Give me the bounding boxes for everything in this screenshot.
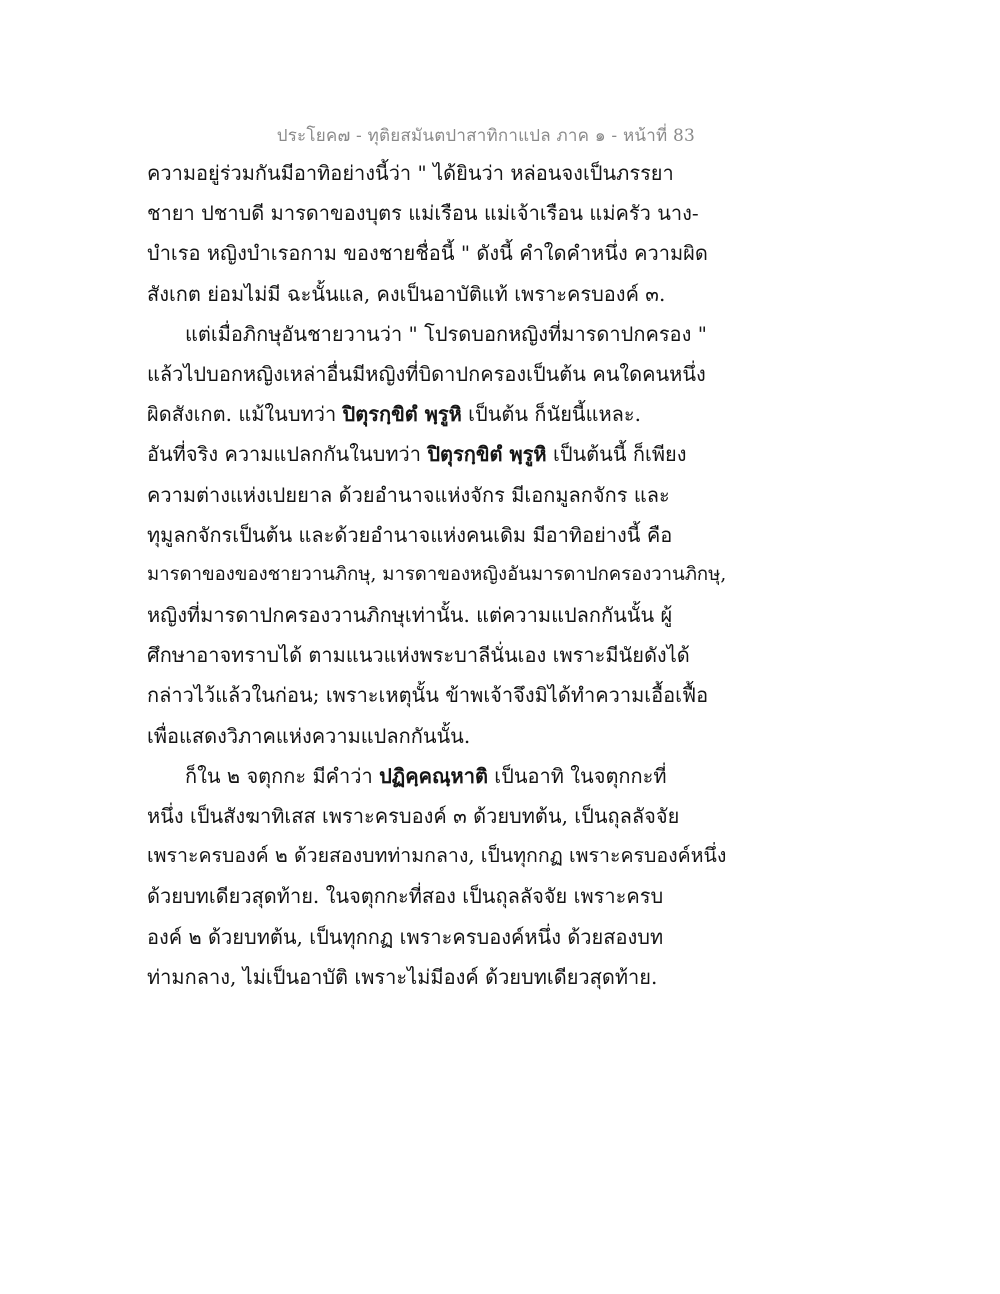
text-line (147, 434, 727, 474)
text-line: บำเรอ หญิงบำเรอกาม ของชายชื่อนี้ " ดังนี้ คำใดคำหนึ่ง ความผิด (147, 241, 708, 266)
text-line: เพื่อแสดงวิภาคแห่งความแปลกกันนั้น. (147, 723, 471, 748)
text-line: ศึกษาอาจทราบได้ ตามแนวแห่งพระบาลีนั่นเอง เพราะมีนัยดังได้ (147, 643, 690, 668)
text-line: หนึ่ง เป็นสังฆาทิเสส เพราะครบองค์ ๓ ด้วยบทต้น, เป็นถุลลัจจัย (147, 804, 680, 828)
pali-term-bold: ปฏิคฺคณฺหาติ (379, 763, 488, 788)
paragraph-start-line (147, 756, 727, 796)
text-run: ก็ใน ๒ จตุกกะ มีคำว่า (185, 763, 380, 788)
text-line: องค์ ๒ ด้วยบทต้น, เป็นทุกกฏ เพราะครบองค์หนึ่ง ด้วยสองบท (147, 924, 664, 949)
text-run: อันที่จริง ความแปลกกันในบทว่า (147, 442, 428, 467)
text-line: แล้วไปบอกหญิงเหล่าอื่นมีหญิงที่บิดาปกครองเป็นต้น คนใดคนหนึ่ง (147, 361, 706, 386)
text-line: ความต่างแห่งเปยยาล ด้วยอำนาจแห่งจักร มีเอกมูลกจักร และ (147, 482, 670, 507)
text-line: ทุมูลกจักรเป็นต้น และด้วยอำนาจแห่งคนเดิม มีอาทิอย่างนี้ คือ (147, 522, 673, 547)
text-run: เป็นอาทิ ในจตุกกะที่ (487, 763, 667, 788)
text-line (147, 394, 727, 434)
text-line: ความอยู่ร่วมกันมีอาทิอย่างนี้ว่า " ได้ยินว่า หล่อนจงเป็นภรรยา (147, 161, 674, 185)
text-run: เป็นต้นนี้ ก็เพียง (546, 442, 687, 467)
body-text (147, 153, 727, 997)
text-line: มารดาของของชายวานภิกษุ, มารดาของหญิงอันมารดาปกครองวานภิกษุ, (147, 563, 727, 585)
text-run: เป็นต้น ก็นัยนี้แหละ. (461, 402, 642, 427)
text-line: สังเกต ย่อมไม่มี ฉะนั้นแล, คงเป็นอาบัติแท้ เพราะครบองค์ ๓. (147, 281, 666, 306)
text-line: หญิงที่มารดาปกครองวานภิกษุเท่านั้น. แต่ความแปลกกันนั้น ผู้ (147, 603, 673, 628)
text-line: กล่าวไว้แล้วในก่อน; เพราะเหตุนั้น ข้าพเจ้าจึงมิได้ทำความเอื้อเฟื้อ (147, 683, 709, 708)
text-line: ท่ามกลาง, ไม่เป็นอาบัติ เพราะไม่มีองค์ ด้วยบทเดียวสุดท้าย. (147, 964, 658, 989)
text-line: เพราะครบองค์ ๒ ด้วยสองบทท่ามกลาง, เป็นทุกกฏ เพราะครบองค์หนึ่ง (147, 844, 727, 868)
text-run: ผิดสังเกต. แม้ในบทว่า (147, 402, 343, 427)
page-header: ประโยค๗ - ทุติยสมันตปาสาทิกาแปล ภาค ๑ - หน้าที่ 83 (276, 126, 695, 146)
paragraph-start-line: แต่เมื่อภิกษุอันชายวานว่า " โปรดบอกหญิงที่มารดาปกครอง " (185, 321, 707, 346)
pali-term-bold: ปิตุรกฺขิตํ พฺรูหิ (427, 442, 547, 467)
pali-term-bold: ปิตุรกฺขิตํ พฺรูหิ (342, 402, 462, 427)
text-line: ชายา ปชาบดี มารดาของบุตร แม่เรือน แม่เจ้าเรือน แม่ครัว นาง- (147, 201, 699, 226)
text-line: ด้วยบทเดียวสุดท้าย. ในจตุกกะที่สอง เป็นถุลลัจจัย เพราะครบ (147, 884, 664, 909)
